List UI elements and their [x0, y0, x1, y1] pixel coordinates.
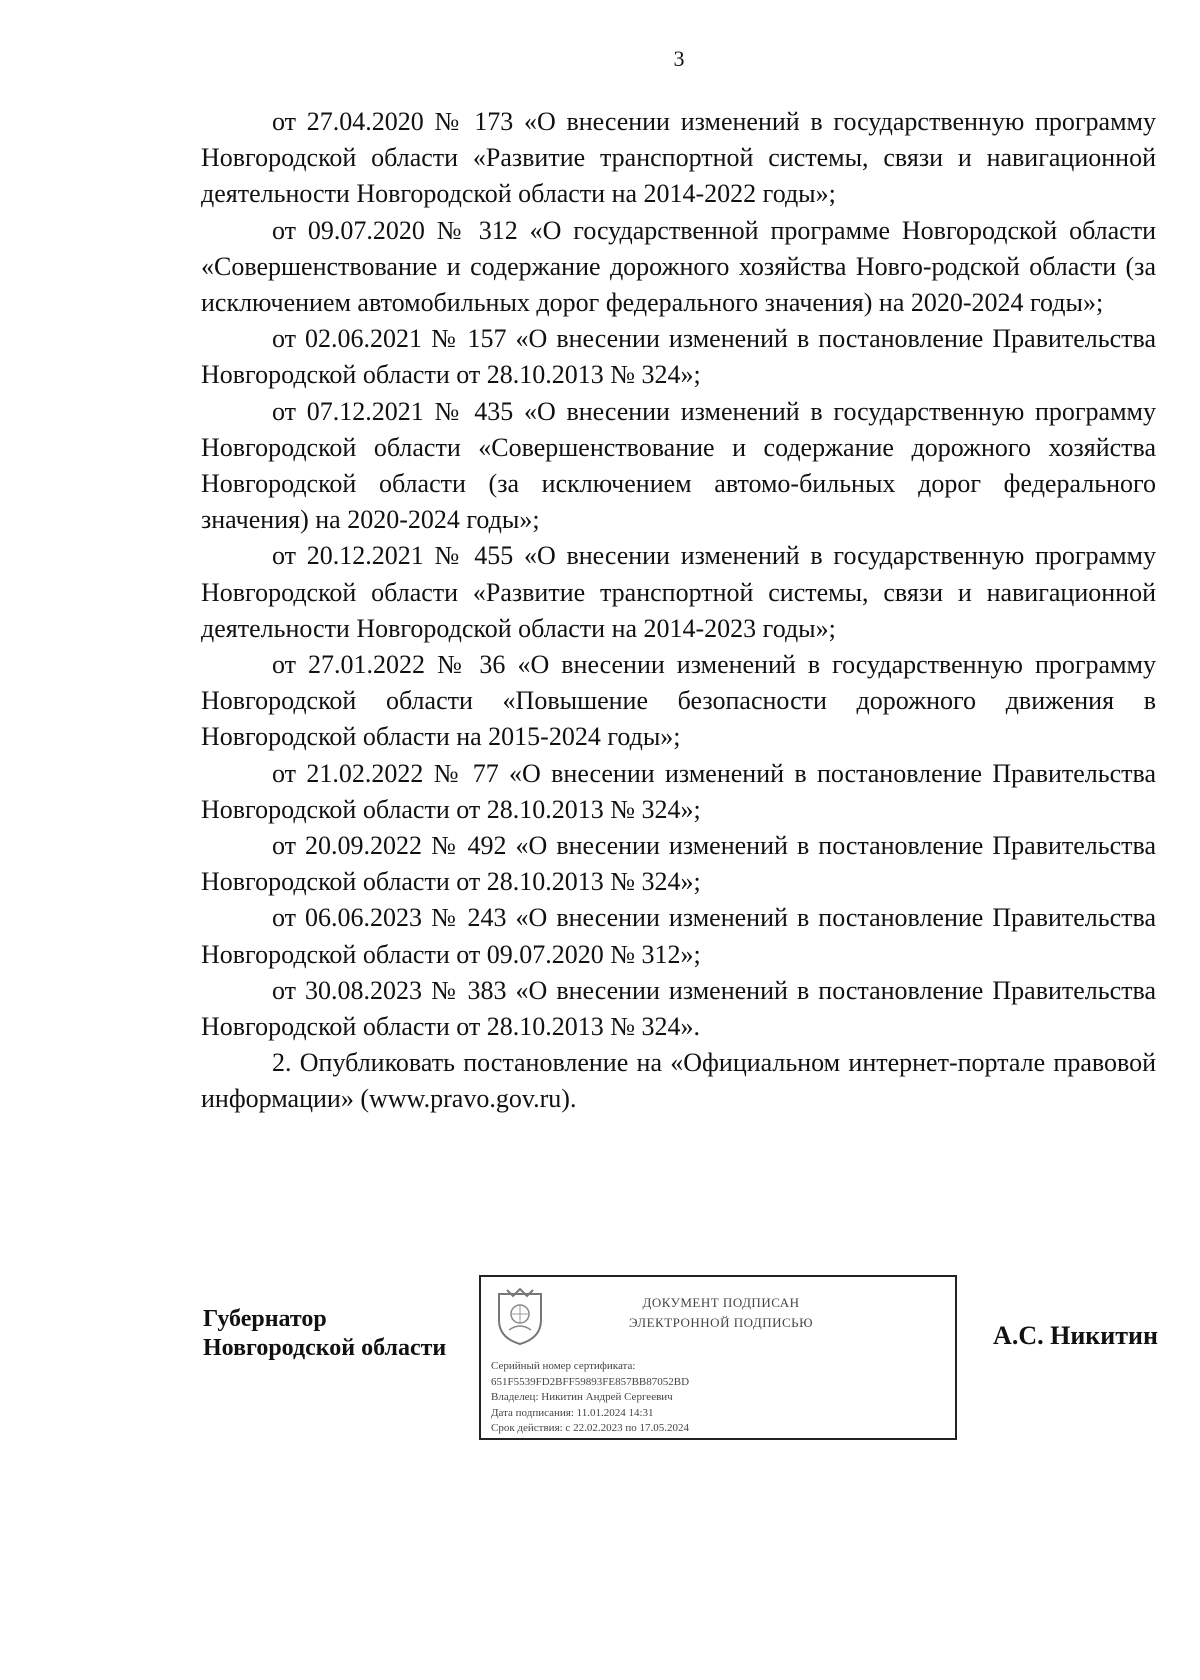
- list-item: от 21.02.2022 № 77 «О внесении изменений в постановление Правительства Новгородской области от 28.10.2013 № 324»;: [201, 758, 1156, 824]
- list-item: от 27.01.2022 № 36 «О внесении изменений в государственную программу Новгородской области «Повышение безопасности дорожного движения в Новгородской области на 2015-2024 годы»;: [201, 650, 1156, 752]
- stamp-title-line2: ЭЛЕКТРОННОЙ ПОДПИСЬЮ: [629, 1315, 813, 1330]
- signer-name: А.С. Никитин: [993, 1321, 1158, 1350]
- stamp-details: [491, 1359, 689, 1437]
- list-item: от 27.04.2020 № 173 «О внесении изменений в государственную программу Новгородской области «Развитие транспортной системы, связи и навигационной деятельности Новгородской области на 2014-2022 годы»;: [201, 107, 1156, 209]
- list-item: от 06.06.2023 № 243 «О внесении изменений в постановление Правительства Новгородской области от 09.07.2020 № 312»;: [201, 903, 1156, 969]
- signatory-title: [203, 1305, 446, 1363]
- signatory-title-line2: Новгородской области: [203, 1335, 447, 1361]
- signature-block: [203, 1275, 1158, 1445]
- certificate-owner: Владелец: Никитин Андрей Сергеевич: [491, 1391, 673, 1403]
- stamp-title: [571, 1293, 871, 1333]
- list-item: от 02.06.2021 № 157 «О внесении изменений в постановление Правительства Новгородской области от 28.10.2013 № 324»;: [201, 324, 1156, 390]
- list-item: от 09.07.2020 № 312 «О государственной программе Новгородской области «Совершенствование и содержание дорожного хозяйства Новго-родской области (за исключением автомобильных дорог федерального значения) на 2020-2024 годы»;: [201, 215, 1156, 318]
- list-item: от 20.12.2021 № 455 «О внесении изменений в государственную программу Новгородской области «Развитие транспортной системы, связи и навигационной деятельности Новгородской области на 2014-2023 годы»;: [201, 541, 1156, 643]
- electronic-signature-stamp: [479, 1275, 957, 1440]
- publication-clause: 2. Опубликовать постановление на «Официальном интернет-портале правовой информации» (www.pravo.gov.ru).: [201, 1048, 1156, 1114]
- document-body: [201, 104, 1156, 1118]
- page-number: 3: [673, 46, 685, 71]
- coat-of-arms-icon: [493, 1286, 547, 1348]
- list-item: от 30.08.2023 № 383 «О внесении изменений в постановление Правительства Новгородской области от 28.10.2013 № 324».: [201, 975, 1156, 1042]
- certificate-label: Серийный номер сертификата:: [491, 1360, 636, 1372]
- certificate-number: 651F5539FD2BFF59893FE857BB87052BD: [491, 1375, 690, 1388]
- certificate-validity: Срок действия: с 22.02.2023 по 17.05.2024: [491, 1422, 689, 1434]
- list-item: от 20.09.2022 № 492 «О внесении изменений в постановление Правительства Новгородской области от 28.10.2013 № 324»;: [201, 831, 1156, 897]
- signatory-title-line1: Губернатор: [203, 1306, 327, 1332]
- list-item: от 07.12.2021 № 435 «О внесении изменений в государственную программу Новгородской области «Совершенствование и содержание дорожного хозяйства Новгородской области (за исключением автомо-бильных дорог федерального значения) на 2020-2024 годы»;: [201, 396, 1156, 535]
- stamp-title-line1: ДОКУМЕНТ ПОДПИСАН: [642, 1295, 800, 1310]
- signing-date: Дата подписания: 11.01.2024 14:31: [491, 1406, 654, 1419]
